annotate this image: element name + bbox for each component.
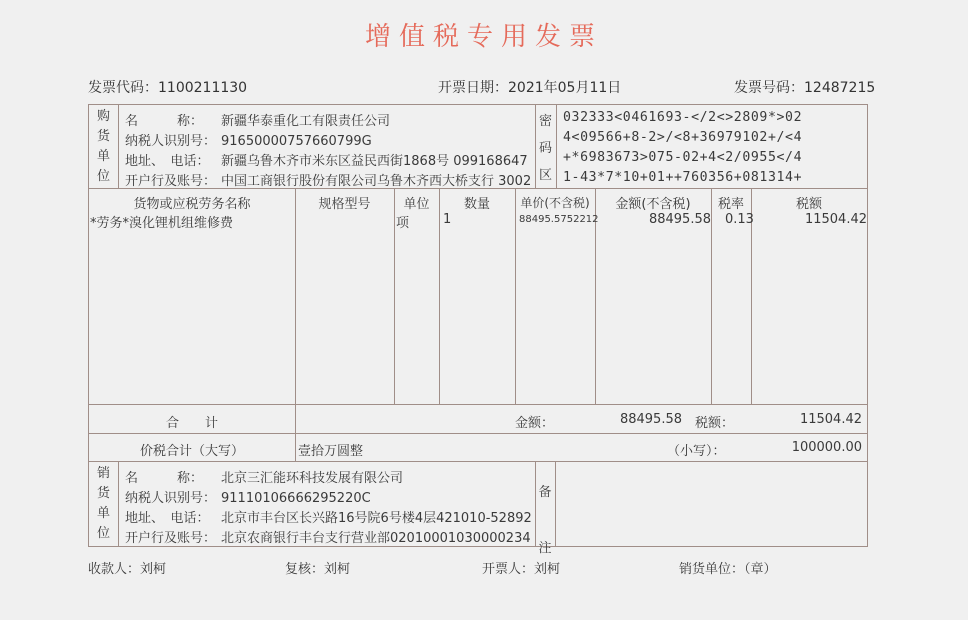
item-tax: 11504.42 bbox=[804, 212, 867, 227]
footer-payee bbox=[88, 558, 166, 577]
invoice-number-value: 12487215 bbox=[804, 80, 876, 96]
buyer-name: 新疆华泰重化工有限责任公司 bbox=[221, 114, 391, 129]
seller-side-label: 销 货 单 位 bbox=[96, 466, 110, 541]
cipher-line: 1-43*7*10+01++760356+081314+ bbox=[563, 170, 803, 185]
drawer-name: 刘柯 bbox=[534, 562, 561, 577]
col-header-name: 货物或应税劳务名称 bbox=[133, 197, 251, 212]
grand-total-value: 100000.00 bbox=[791, 440, 862, 455]
buyer-bank: 中国工商银行股份有限公司乌鲁木齐西大桥支行 3002 bbox=[221, 174, 532, 189]
item-qty: 1 bbox=[443, 212, 452, 227]
item-name: *劳务*溴化锂机组维修费 bbox=[90, 216, 234, 231]
totals-label: 合 计 bbox=[165, 416, 218, 431]
seller-tax-id-row bbox=[125, 487, 371, 506]
seller-bank: 北京农商银行丰台支行营业部02010001030000234 bbox=[221, 531, 531, 546]
col-header-tax: 税额 bbox=[795, 197, 822, 212]
cipher-side-label: 密 码 区 bbox=[538, 114, 552, 183]
seller-address: 北京市丰台区长兴路16号院6号楼4层421010-52892 bbox=[221, 511, 532, 526]
item-rate: 0.13 bbox=[725, 212, 754, 227]
invoice-number bbox=[734, 77, 875, 97]
item-amount: 88495.58 bbox=[648, 212, 711, 227]
payee-name: 刘柯 bbox=[140, 562, 167, 577]
invoice-number-label: 发票号码： bbox=[734, 80, 804, 96]
buyer-name-row bbox=[125, 110, 390, 129]
cipher-text bbox=[563, 108, 802, 188]
reviewer-name: 刘柯 bbox=[324, 562, 351, 577]
drawer-label: 开票人： bbox=[482, 562, 535, 577]
seller-bank-label: 开户行及账号： bbox=[125, 531, 217, 546]
item-price: 88495.5752212 bbox=[519, 214, 599, 225]
buyer-address: 新疆乌鲁木齐市米东区益民西街1868号 099168647 bbox=[221, 154, 528, 169]
totals-tax-label: 税额： bbox=[695, 416, 735, 431]
invoice-date-label: 开票日期： bbox=[438, 80, 508, 96]
invoice-code bbox=[88, 77, 247, 97]
item-unit: 项 bbox=[396, 216, 410, 231]
seller-tax-id-label: 纳税人识别号： bbox=[125, 491, 217, 506]
invoice-code-value: 1100211130 bbox=[158, 80, 248, 96]
seller-name: 北京三汇能环科技发展有限公司 bbox=[221, 471, 404, 486]
totals-amount-label: 金额： bbox=[515, 416, 555, 431]
col-header-unit: 单位 bbox=[403, 197, 430, 212]
seller-address-label: 地址、 电话： bbox=[125, 511, 210, 526]
table-row bbox=[89, 212, 867, 230]
buyer-bank-label: 开户行及账号： bbox=[125, 174, 217, 189]
buyer-address-row bbox=[125, 150, 528, 169]
seller-name-row bbox=[125, 467, 403, 486]
buyer-name-label: 名 称： bbox=[125, 114, 204, 129]
footer-drawer bbox=[482, 558, 560, 577]
buyer-tax-id-row bbox=[125, 130, 372, 149]
col-header-qty: 数量 bbox=[463, 197, 490, 212]
cipher-line: 4<09566+8-2>/<8+36979102+/<4 bbox=[563, 130, 803, 145]
col-header-price: 单价(不含税) bbox=[520, 196, 590, 210]
grand-total-label: 价税合计（大写） bbox=[139, 444, 244, 459]
buyer-address-label: 地址、 电话： bbox=[125, 154, 210, 169]
grand-total-words: 壹拾万圆整 bbox=[298, 444, 364, 459]
remark-side-label: 备 注 bbox=[538, 485, 552, 556]
footer-seller-seal: 销货单位：（章） bbox=[679, 562, 777, 577]
grand-total-small-label: （小写）： bbox=[667, 444, 726, 459]
seller-tax-id: 91110106666295220C bbox=[221, 491, 371, 506]
totals-tax: 11504.42 bbox=[799, 412, 862, 427]
seller-name-label: 名 称： bbox=[125, 471, 204, 486]
reviewer-label: 复核： bbox=[285, 562, 325, 577]
buyer-side-label: 购 货 单 位 bbox=[96, 109, 110, 184]
invoice-date-value: 2021年05月11日 bbox=[508, 80, 622, 96]
seller-address-row bbox=[125, 507, 532, 526]
payee-label: 收款人： bbox=[88, 562, 141, 577]
cipher-line: 032333<0461693-</2<>2809*>02 bbox=[563, 110, 803, 125]
col-header-spec: 规格型号 bbox=[318, 197, 371, 212]
buyer-tax-id-label: 纳税人识别号： bbox=[125, 134, 217, 149]
buyer-tax-id: 91650000757660799G bbox=[221, 134, 372, 149]
invoice-title: 增值税专用发票 bbox=[364, 22, 603, 52]
seller-bank-row bbox=[125, 527, 531, 546]
invoice-date bbox=[438, 77, 621, 97]
invoice-code-label: 发票代码： bbox=[88, 80, 158, 96]
col-header-rate: 税率 bbox=[717, 197, 744, 212]
col-header-amount: 金额(不含税) bbox=[615, 197, 691, 212]
totals-amount: 88495.58 bbox=[619, 412, 682, 427]
cipher-line: +*6983673>075-02+4<2/0955</4 bbox=[563, 150, 803, 165]
buyer-bank-row bbox=[125, 170, 531, 189]
footer-reviewer bbox=[285, 558, 350, 577]
invoice-table bbox=[88, 104, 868, 556]
